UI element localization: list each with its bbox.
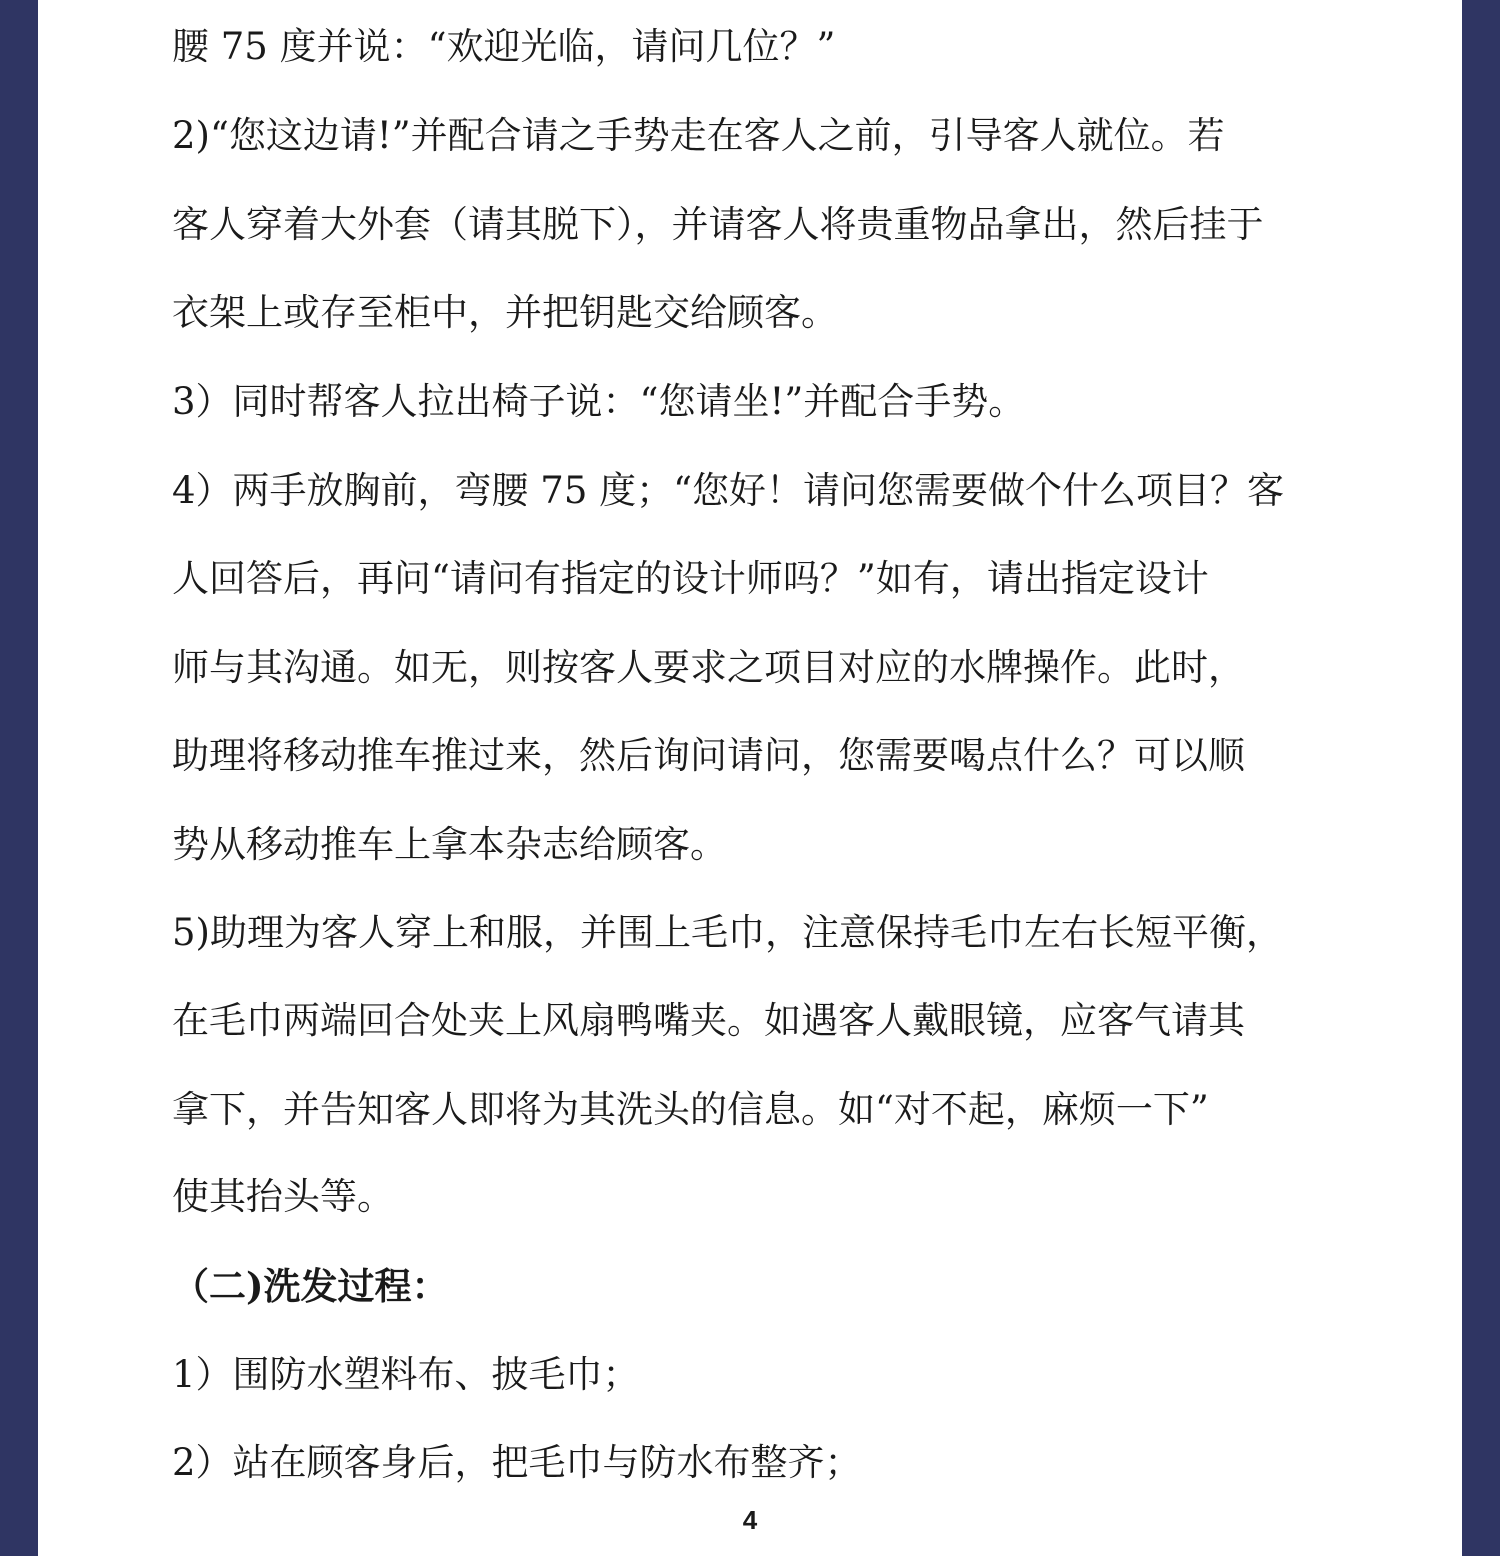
text-line: 2)“您这边请!”并配合请之手势走在客人之前，引导客人就位。若 (172, 114, 1225, 157)
text-line: 势从移动推车上拿本杂志给顾客。 (172, 823, 727, 866)
text-line: 使其抬头等。 (172, 1175, 394, 1218)
text-line: 2）站在顾客身后，把毛巾与防水布整齐； (172, 1441, 862, 1484)
text-line: 衣架上或存至柜中，并把钥匙交给顾客。 (172, 291, 838, 334)
section-heading: （二)洗发过程： (172, 1264, 449, 1308)
text-line: 腰 75 度并说：“欢迎光临，请问几位？” (172, 25, 836, 68)
text-line: 客人穿着大外套（请其脱下），并请客人将贵重物品拿出，然后挂于 (172, 203, 1264, 246)
page-number: 4 (742, 1505, 758, 1535)
text-line: 师与其沟通。如无，则按客人要求之项目对应的水牌操作。此时， (172, 646, 1245, 689)
text-line: 拿下，并告知客人即将为其洗头的信息。如“对不起，麻烦一下” (172, 1088, 1209, 1131)
text-line: 在毛巾两端回合处夹上风扇鸭嘴夹。如遇客人戴眼镜，应客气请其 (172, 999, 1245, 1042)
text-line: 3）同时帮客人拉出椅子说：“您请坐!”并配合手势。 (172, 380, 1026, 423)
text-line: 人回答后，再问“请问有指定的设计师吗？”如有，请出指定设计 (172, 557, 1209, 600)
text-line: 4）两手放胸前，弯腰 75 度；“您好！请问您需要做个什么项目？客 (172, 469, 1285, 512)
document-page (38, 0, 1462, 1556)
text-line: 助理将移动推车推过来，然后询问请问，您需要喝点什么？可以顺 (172, 734, 1245, 777)
text-line: 1）围防水塑料布、披毛巾； (172, 1353, 640, 1396)
text-line: 5)助理为客人穿上和服，并围上毛巾，注意保持毛巾左右长短平衡， (172, 911, 1283, 954)
